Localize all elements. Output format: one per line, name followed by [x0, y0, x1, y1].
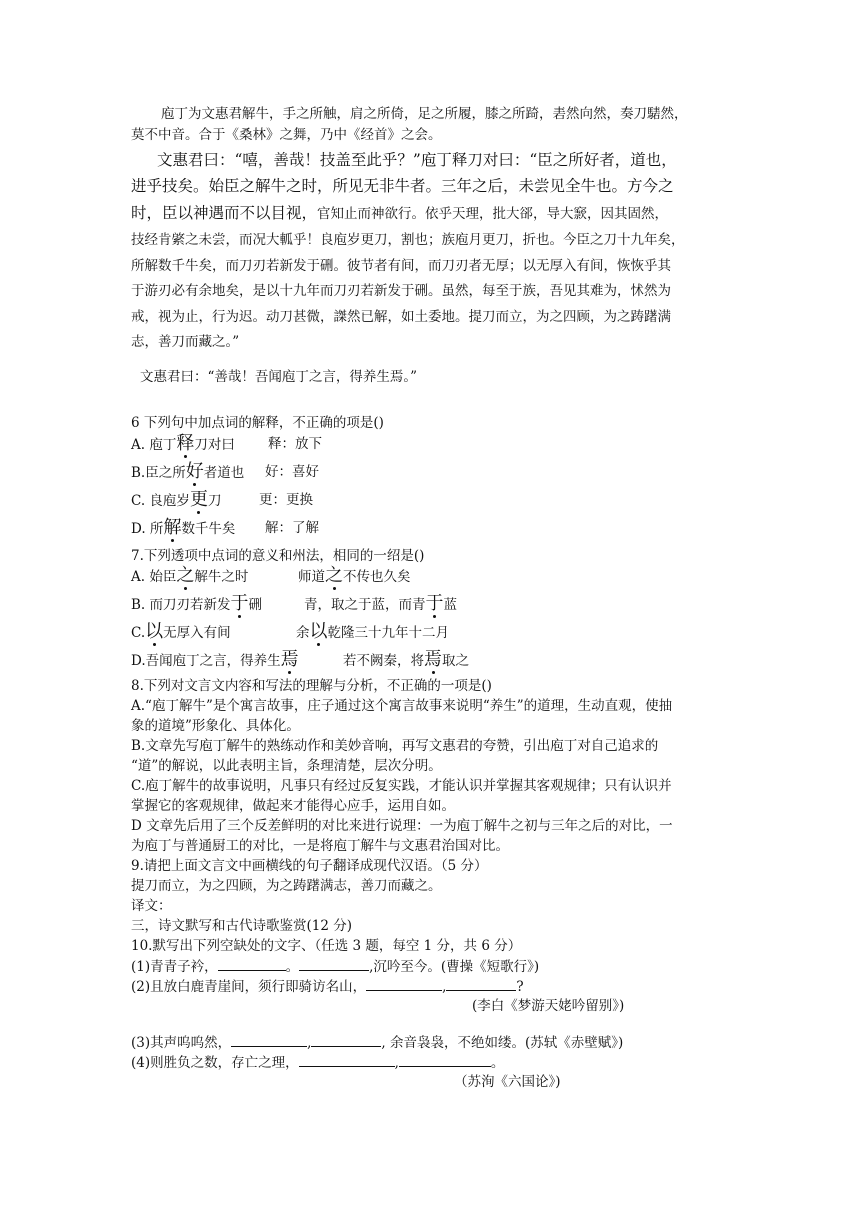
- q6-a-answer: 释：放下: [268, 436, 322, 452]
- q8-option-b: B.文章先写庖丁解牛的熟练动作和美妙音响，再写文惠君的夸赞，引出庖丁对自己追求的: [131, 738, 659, 754]
- passage-line: 文惠君曰：“善哉！吾闻庖丁之言，得养生焉。”: [140, 369, 418, 385]
- q10-text: ?: [516, 979, 524, 995]
- q7-text: 蓝: [443, 597, 457, 613]
- q10-item-3: [131, 1032, 623, 1053]
- q7-b-right-dotted-char: 于: [425, 593, 444, 614]
- q7-option-c-left: [131, 622, 231, 643]
- q7-text: 乾隆三十九年十二月: [327, 625, 449, 641]
- passage-line: 技经肯綮之未尝，而况大軱乎！良庖岁更刀，割也；族庖月更刀，折也。今臣之刀十九年矣，: [131, 232, 685, 248]
- q10-text: (3)其声呜呜然，: [131, 1035, 232, 1051]
- q10-item-1: [131, 956, 539, 977]
- q8-option-b-cont: “道”的解说，以此表明主旨，条理清楚，层次分明。: [131, 758, 442, 774]
- q10-text: (1)青青子衿，: [131, 959, 218, 975]
- q8-option-a-cont: 象的道境”形象化、具体化。: [131, 718, 300, 734]
- fill-blank[interactable]: [446, 976, 516, 991]
- passage-line: 戒，视为止，行为迟。动刀甚微，謋然已解，如土委地。提刀而立，为之四顾，为之踌躇满: [131, 309, 671, 325]
- fill-blank[interactable]: [366, 976, 442, 991]
- q6-c-answer: 更：更换: [259, 492, 313, 508]
- question-7-stem: 7.下列透项中点词的意义和州法，相同的一绍是(): [131, 548, 425, 564]
- q7-c-left-dotted-char: 以: [145, 621, 164, 642]
- q7-text: 若不阙秦，将: [343, 653, 424, 669]
- passage-line: [131, 201, 668, 225]
- q6-c-dotted-char: 更: [189, 489, 208, 510]
- q7-text: 青，取之于蓝，而青: [304, 597, 426, 613]
- fill-blank[interactable]: [299, 956, 369, 971]
- q10-text: ,沉吟至今。(曹操《短歌行》): [369, 959, 540, 975]
- q6-a-text: A. 庖丁: [131, 437, 177, 453]
- q7-option-a-left: [131, 566, 248, 587]
- q6-d-text-rest: 数千牛矣: [181, 521, 236, 537]
- q7-d-right-dotted-char: 焉: [424, 649, 442, 670]
- passage-line: 莫不中音。合于《桑林》之舞，乃中《经首》之会。: [131, 127, 442, 143]
- q7-text: D.吾闻庖丁之言，得养生: [131, 653, 281, 669]
- q10-item-4-source: （苏洵《六国论》): [454, 1074, 561, 1090]
- q10-text: 。: [285, 959, 300, 975]
- fill-blank[interactable]: [311, 1032, 381, 1047]
- q7-a-right-dotted-char: 之: [325, 565, 343, 586]
- passage-line: 志，善刀而藏之。”: [131, 334, 240, 350]
- q8-option-c: C.庖丁解牛的故事说明，凡事只有经过反复实践，才能认识并掌握其客观规律；只有认识并: [131, 778, 672, 794]
- q9-sentence: 提刀而立，为之四顾，为之踌躇满志，善刀而藏之。: [131, 878, 442, 894]
- passage-line: 庖丁为文惠君解牛，手之所触，肩之所倚，足之所履，膝之所踦，砉然向然，奏刀騞然，: [161, 106, 688, 122]
- q6-d-text: D. 所: [131, 521, 164, 537]
- q6-option-c: [131, 490, 221, 511]
- q10-item-2-source: (李白《梦游天姥吟留别》): [472, 998, 625, 1014]
- q7-option-a-right: [298, 566, 411, 587]
- fill-blank[interactable]: [231, 1032, 307, 1047]
- passage-line: 文惠君曰：“嘻，善哉！技盖至此乎？”庖丁释刀对曰：“臣之所好者，道也，: [157, 151, 677, 169]
- passage-segment: 官知止而神欲行。依乎天理，批大郤，导大窾，因其固然，: [317, 206, 669, 222]
- q6-d-answer: 解：了解: [265, 520, 319, 536]
- q10-text: ,: [307, 1035, 312, 1051]
- q7-text: 解牛之时: [194, 569, 249, 585]
- fill-blank[interactable]: [399, 1052, 491, 1067]
- q7-option-b-right: [304, 594, 457, 615]
- q6-option-b: [131, 462, 244, 483]
- q6-b-answer: 好：喜好: [265, 464, 319, 480]
- q10-item-4: [131, 1052, 504, 1073]
- q10-text: ,: [394, 1055, 399, 1071]
- q9-answer-label: 译文：: [131, 898, 172, 914]
- q10-text: (2)且放白鹿青崖间，须行即骑访名山，: [131, 979, 367, 995]
- q8-option-c-cont: 掌握它的客观规律，做起来才能得心应手，运用自如。: [131, 798, 455, 814]
- q7-text: 余: [296, 625, 310, 641]
- q7-b-left-dotted-char: 于: [230, 593, 249, 614]
- question-10-stem: 10.默写出下列空缺处的文字、（任选 3 题，每空 1 分，共 6 分）: [131, 938, 522, 954]
- q7-text: 硎: [248, 597, 263, 613]
- question-9-stem: 9.请把上面文言文中画横线的句子翻译成现代汉语。（5 分）: [131, 858, 488, 874]
- q10-text: (4)则胜负之数，存亡之理，: [131, 1055, 299, 1071]
- q7-option-d-left: [131, 650, 299, 671]
- q7-option-c-right: [296, 622, 449, 643]
- q7-text: 师道: [298, 569, 325, 585]
- q6-b-text-rest: 者道也: [203, 465, 245, 481]
- passage-line: 所解数千牛矣，而刀刃若新发于硎。彼节者有间，而刀刃者无厚；以无厚入有间，恢恢乎其: [131, 258, 671, 274]
- q10-text: 。: [490, 1055, 505, 1071]
- q7-text: 无厚入有间: [163, 625, 231, 641]
- q6-option-a: [131, 434, 235, 455]
- fill-blank[interactable]: [218, 956, 286, 971]
- q6-a-text-rest: 刀对曰: [194, 437, 235, 453]
- q7-text: A. 始臣: [131, 569, 177, 585]
- q8-option-a: A.“庖丁解牛”是个寓言故事，庄子通过这个寓言故事来说明“养生”的道理，生动直观，使抽: [131, 698, 673, 714]
- q6-c-text-rest: 刀: [207, 493, 222, 509]
- passage-line: 于游刃必有余地矣，是以十九年而刀刃若新发于硎。虽然，每至于族，吾见其难为，怵然为: [131, 283, 671, 299]
- q7-a-left-dotted-char: 之: [176, 565, 195, 586]
- q6-b-dotted-char: 好: [185, 461, 204, 482]
- question-8-stem: 8.下列对文言文内容和写法的理解与分析，不正确的一项是(): [131, 678, 492, 694]
- fill-blank[interactable]: [299, 1052, 395, 1067]
- q7-d-left-dotted-char: 焉: [280, 649, 299, 670]
- q7-option-d-right: [343, 650, 469, 671]
- q6-d-dotted-char: 解: [163, 517, 182, 538]
- section-3-title: 三，诗文默写和古代诗歌鉴赏(12 分): [131, 918, 353, 934]
- q10-text: , 余音袅袅，不绝如缕。(苏轼《赤壁赋》): [381, 1035, 624, 1051]
- q7-text: B. 而刀刃若新发: [131, 597, 231, 613]
- q7-text: 不传也久矣: [343, 569, 411, 585]
- q7-text: 取之: [442, 653, 469, 669]
- q7-c-right-dotted-char: 以: [309, 621, 328, 642]
- passage-segment: 时，臣以神遇而不以目视，: [131, 204, 318, 222]
- q6-option-d: [131, 518, 235, 539]
- q6-b-text: B.臣之所: [131, 465, 186, 481]
- q8-option-d: D 文章先后用了三个反差鲜明的对比来进行说理：一为庖丁解牛之初与三年之后的对比，一: [131, 818, 673, 834]
- q10-item-2: [131, 976, 524, 997]
- q7-text: C.: [131, 625, 146, 641]
- passage-line: 进乎技矣。始臣之解牛之时，所见无非牛者。三年之后，未尝见全牛也。方今之: [131, 177, 674, 195]
- question-6-stem: 6 下列句中加点词的解释，不正确的项是(): [131, 415, 384, 431]
- q8-option-d-cont: 为庖丁与普通厨工的对比，一是将庖丁解牛与文惠君治国对比。: [131, 838, 509, 854]
- q7-option-b-left: [131, 594, 262, 615]
- q6-c-text: C. 良庖岁: [131, 493, 190, 509]
- q6-a-dotted-char: 释: [176, 433, 195, 454]
- q10-text: ,: [442, 979, 447, 995]
